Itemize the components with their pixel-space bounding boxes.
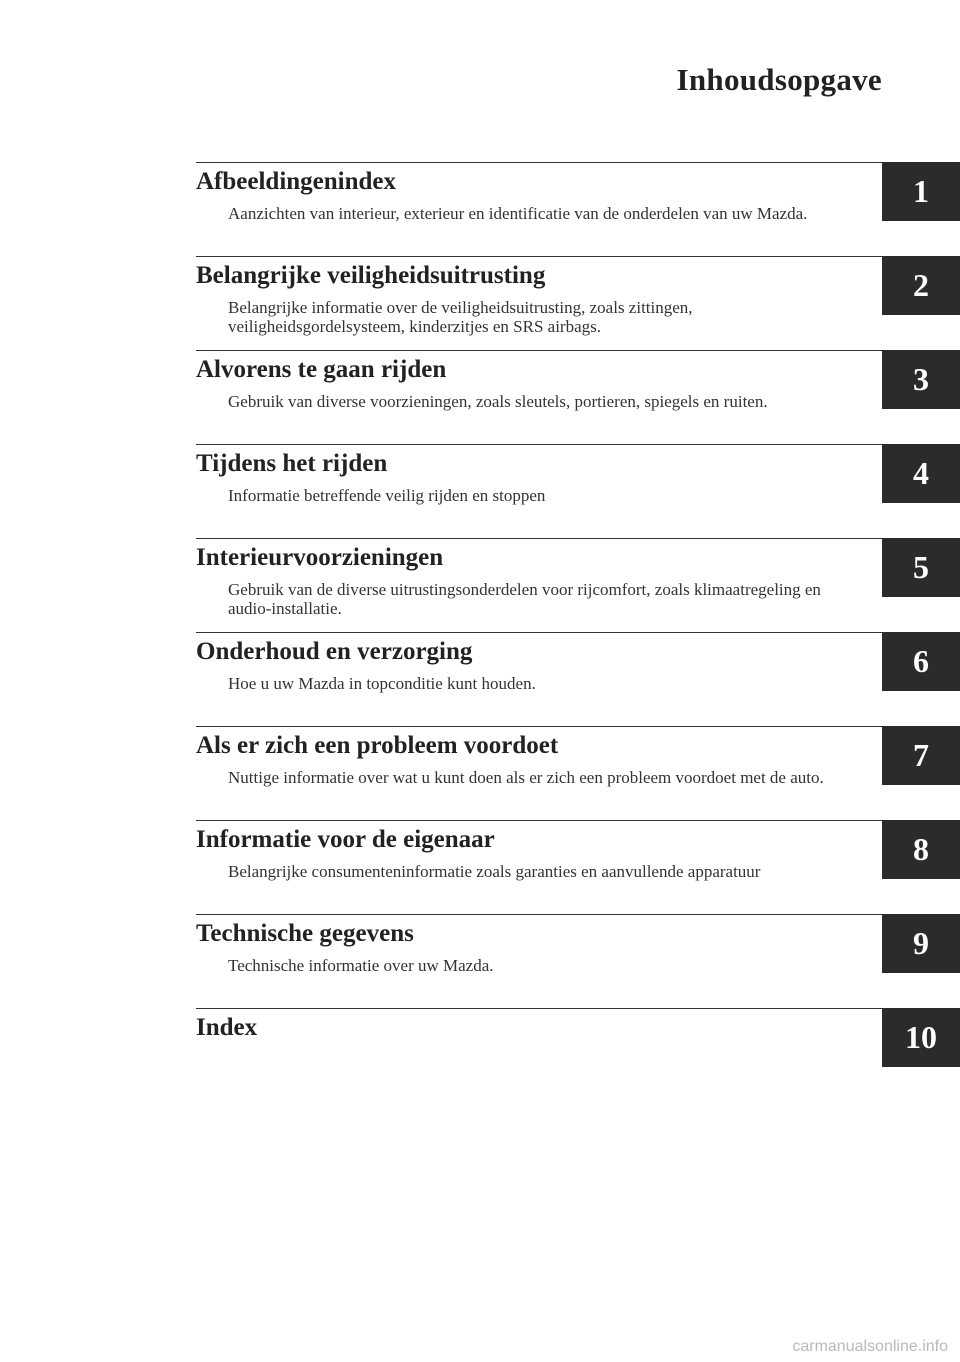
section-divider xyxy=(196,162,882,163)
chapter-tab-8[interactable]: 8 xyxy=(882,820,960,879)
section-title[interactable]: Onderhoud en verzorging xyxy=(196,638,473,665)
section-title[interactable]: Als er zich een probleem voordoet xyxy=(196,732,559,759)
chapter-tab-6[interactable]: 6 xyxy=(882,632,960,691)
section-divider xyxy=(196,726,882,727)
section-divider xyxy=(196,820,882,821)
toc-section-3[interactable] xyxy=(0,350,960,444)
section-title[interactable]: Interieurvoorzieningen xyxy=(196,544,444,571)
section-description: Hoe u uw Mazda in topconditie kunt houden. xyxy=(228,674,536,693)
toc-section-8[interactable] xyxy=(0,820,960,914)
chapter-tab-10[interactable]: 10 xyxy=(882,1008,960,1067)
toc-section-10[interactable] xyxy=(0,1008,960,1102)
toc-section-4[interactable] xyxy=(0,444,960,538)
watermark: carmanualsonline.info xyxy=(792,1338,948,1355)
section-divider xyxy=(196,914,882,915)
section-divider xyxy=(196,444,882,445)
chapter-tab-2[interactable]: 2 xyxy=(882,256,960,315)
chapter-tab-4[interactable]: 4 xyxy=(882,444,960,503)
section-description: Informatie betreffende veilig rijden en stoppen xyxy=(228,486,546,505)
section-description: Aanzichten van interieur, exterieur en identificatie van de onderdelen van uw Mazda. xyxy=(228,204,808,223)
section-title[interactable]: Belangrijke veiligheidsuitrusting xyxy=(196,262,546,289)
toc-section-6[interactable] xyxy=(0,632,960,726)
section-description: Gebruik van diverse voorzieningen, zoals sleutels, portieren, spiegels en ruiten. xyxy=(228,392,768,411)
toc-section-5[interactable] xyxy=(0,538,960,632)
toc-section-7[interactable] xyxy=(0,726,960,820)
section-title[interactable]: Tijdens het rijden xyxy=(196,450,388,477)
section-title[interactable]: Afbeeldingenindex xyxy=(196,168,397,195)
section-divider xyxy=(196,538,882,539)
toc-section-2[interactable] xyxy=(0,256,960,350)
section-divider xyxy=(196,256,882,257)
section-description: Belangrijke consumenteninformatie zoals garanties en aanvullende apparatuur xyxy=(228,862,761,881)
section-divider xyxy=(196,350,882,351)
chapter-tab-9[interactable]: 9 xyxy=(882,914,960,973)
section-description: Gebruik van de diverse uitrustingsonderdelen voor rijcomfort, zoals klimaatregeling en audio-installatie. xyxy=(228,580,821,618)
section-divider xyxy=(196,632,882,633)
section-title[interactable]: Alvorens te gaan rijden xyxy=(196,356,447,383)
section-description: Belangrijke informatie over de veiligheidsuitrusting, zoals zittingen, veiligheidsgordelsysteem, kinderzitjes en SRS airbags. xyxy=(228,298,693,336)
section-title[interactable]: Technische gegevens xyxy=(196,920,414,947)
section-description: Nuttige informatie over wat u kunt doen als er zich een probleem voordoet met de auto. xyxy=(228,768,824,787)
chapter-tab-7[interactable]: 7 xyxy=(882,726,960,785)
chapter-tab-5[interactable]: 5 xyxy=(882,538,960,597)
section-title[interactable]: Index xyxy=(196,1014,258,1041)
chapter-tab-3[interactable]: 3 xyxy=(882,350,960,409)
toc-section-1[interactable] xyxy=(0,162,960,256)
section-divider xyxy=(196,1008,882,1009)
section-title[interactable]: Informatie voor de eigenaar xyxy=(196,826,495,853)
section-description: Technische informatie over uw Mazda. xyxy=(228,956,494,975)
toc-section-9[interactable] xyxy=(0,914,960,1008)
chapter-tab-1[interactable]: 1 xyxy=(882,162,960,221)
page-title: Inhoudsopgave xyxy=(676,62,882,97)
